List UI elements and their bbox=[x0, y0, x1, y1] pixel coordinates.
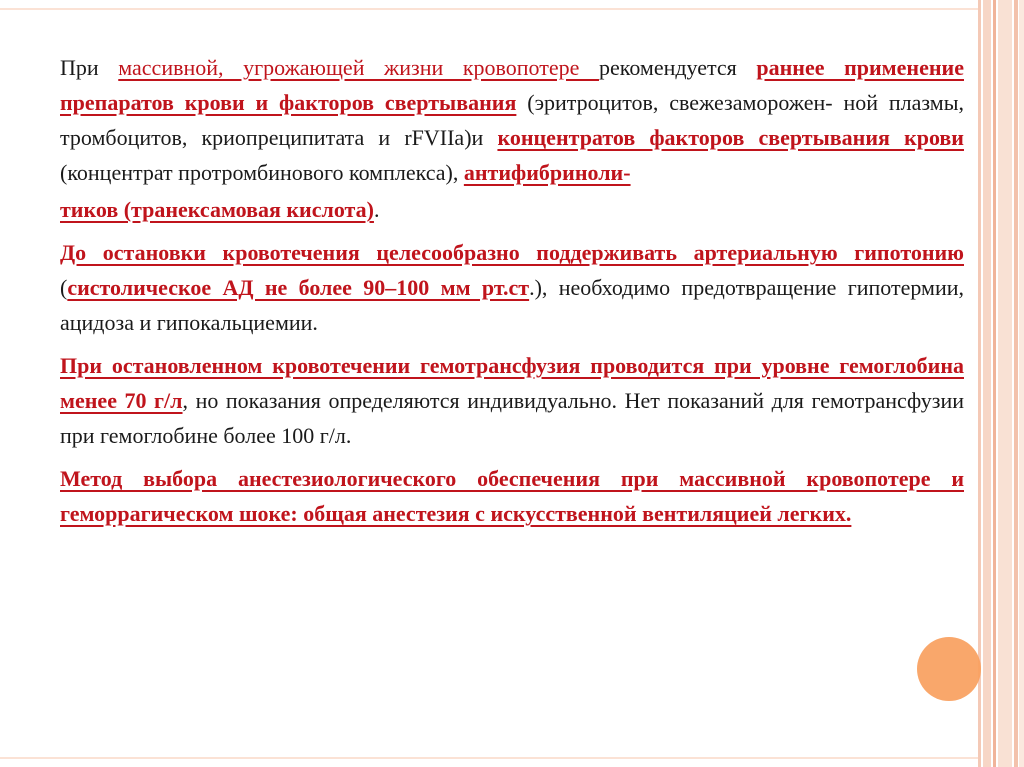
paragraph-hypotension bbox=[60, 235, 964, 340]
highlight-segment: антифибриноли- bbox=[463, 160, 631, 185]
border-stripe bbox=[1014, 0, 1018, 767]
paragraph-anesthesia bbox=[60, 461, 964, 531]
highlight-segment: концентратов факторов свертывания крови bbox=[497, 125, 964, 150]
border-stripe bbox=[998, 0, 1012, 767]
text-segment: При bbox=[60, 55, 119, 80]
highlight-segment: Метод выбора анестезиологического обеспечения при массивной кровопотере и геморрагическом шоке: общая анестезия с искусственной вентиляцией легких. bbox=[60, 466, 964, 526]
text-segment: (концентрат протромбинового комплекса), bbox=[60, 160, 464, 185]
paragraph-antifibrinolytics bbox=[60, 192, 964, 227]
border-stripe bbox=[1019, 0, 1024, 767]
highlight-segment: До остановки кровотечения целесообразно поддерживать артериальную гипотонию bbox=[60, 240, 964, 265]
paragraph-transfusion bbox=[60, 348, 964, 453]
text-segment: (эритроцитов, свежезаморожен- ной плазмы, тромбоцитов, криопреципитата и rFVIIa)и bbox=[60, 90, 964, 150]
border-stripe bbox=[978, 0, 981, 767]
paragraph-blood-products bbox=[60, 50, 964, 190]
text-segment: .), необходимо предотвращение гипотермии, ацидоза и гипокальциемии. bbox=[60, 275, 964, 335]
highlight-segment: При остановленном кровотечении гемотрансфузия проводится при уровне гемоглобина менее 70 г/л bbox=[60, 353, 964, 413]
highlight-segment: тиков (транексамовая кислота) bbox=[60, 197, 374, 222]
highlight-segment: систолическое АД не более 90–100 мм рт.ст bbox=[67, 275, 530, 300]
border-stripe bbox=[983, 0, 991, 767]
border-stripe bbox=[993, 0, 996, 767]
text-segment: , но показания определяются индивидуально. Нет показаний для гемотрансфузии при гемоглобине более 100 г/л. bbox=[60, 388, 964, 448]
top-rule bbox=[0, 8, 978, 10]
decorative-circle bbox=[917, 637, 981, 701]
text-segment: . bbox=[373, 197, 380, 222]
text-segment: рекомендуется bbox=[598, 55, 757, 80]
highlight-segment: раннее применение препаратов крови и факторов свертывания bbox=[60, 55, 964, 115]
highlight-segment: массивной, угрожающей жизни кровопотере bbox=[118, 55, 599, 80]
bottom-rule bbox=[0, 757, 978, 759]
slide-body bbox=[60, 50, 964, 539]
text-segment: ( bbox=[60, 275, 68, 300]
